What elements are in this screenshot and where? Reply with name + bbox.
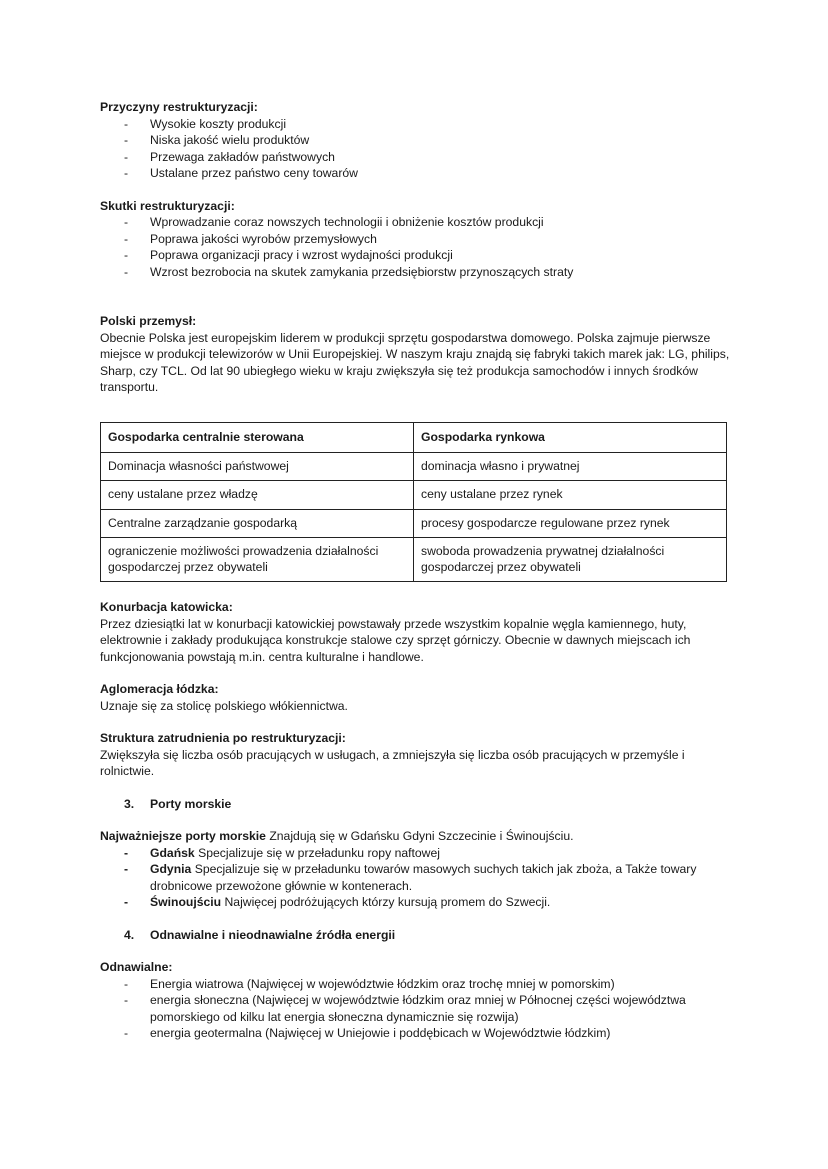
table-row xyxy=(101,481,727,510)
section-3-heading xyxy=(100,796,730,813)
table-cell: ceny ustalane przez władzę xyxy=(101,481,414,510)
list-item: - Energia wiatrowa (Najwięcej w województwie łódzkim oraz trochę mniej w pomorskim) xyxy=(100,976,730,993)
ports-lead xyxy=(100,828,730,845)
table-cell: ograniczenie możliwości prowadzenia działalności gospodarczej przez obywateli xyxy=(101,538,414,582)
list-item: - energia geotermalna (Najwięcej w Uniejowie i poddębicach w Województwie łódzkim) xyxy=(100,1025,730,1042)
polish-industry-text: Obecnie Polska jest europejskim liderem w produkcji sprzętu gospodarstwa domowego. Polska zajmuje pierwsze miejsce w produkcji telewizorów w Unii Europejskiej. W naszym kraju znajdą się fabryki takich marek jak: LG, philips, Sharp, czy TCL. Od lat 90 ubiegłego wieku w kraju zwiększyła się też produkcja samochodów i innych środków transportu. xyxy=(100,330,730,394)
causes-heading: Przyczyny restrukturyzacji: xyxy=(100,100,258,114)
port-desc: Specjalizuje się w przeładunku ropy naftowej xyxy=(194,845,440,860)
renewable-list xyxy=(100,976,730,1042)
table-cell: Dominacja własności państwowej xyxy=(101,452,414,481)
table-cell: procesy gospodarcze regulowane przez rynek xyxy=(414,509,727,538)
list-item: - Ustalane przez państwo ceny towarów xyxy=(100,165,730,182)
port-name: Świnoujściu xyxy=(150,895,222,909)
list-item: - Wzrost bezrobocia na skutek zamykania przedsiębiorstw przynoszących straty xyxy=(100,264,730,281)
table-row xyxy=(101,509,727,538)
list-item xyxy=(100,861,730,894)
list-item: - energia słoneczna (Najwięcej w województwie łódzkim oraz mniej w Północnej części województwa pomorskiego od kilku lat energia słoneczna dynamicznie się rozwija) xyxy=(100,992,730,1025)
economy-comparison-table xyxy=(100,422,727,583)
causes-list xyxy=(100,116,730,182)
ports-list xyxy=(100,845,730,911)
ports-lead-text: Znajdują się w Gdańsku Gdyni Szczecinie i Świnoujściu. xyxy=(265,829,574,843)
section-number: 4. xyxy=(124,927,135,942)
employment-text: Zwiększyła się liczba osób pracujących w usługach, a zmniejszyła się liczba osób pracujących w przemyśle i rolnictwie. xyxy=(100,747,685,778)
section-4-heading xyxy=(100,927,730,944)
port-name: Gdynia xyxy=(150,862,192,876)
table-cell: dominacja własno i prywatnej xyxy=(414,452,727,481)
table-header: Gospodarka centralnie sterowana xyxy=(101,422,414,452)
renewable-heading: Odnawialne: xyxy=(100,960,173,974)
polish-industry-heading: Polski przemysł: xyxy=(100,314,197,328)
employment-heading: Struktura zatrudnienia po restrukturyzacji: xyxy=(100,731,346,745)
katowice-text: Przez dziesiątki lat w konurbacji katowickiej powstawały przede wszystkim kopalnie węgla kamiennego, huty, elektrownie i zakłady produkująca konstrukcje stalowe czy sprzęt górniczy. Obecnie w dawnych miejscach ich funkcjonowania powstają m.in. centra kulturalne i handlowe. xyxy=(100,616,691,664)
port-desc: Najwięcej podróżujących którzy kursują promem do Szwecji. xyxy=(221,895,551,909)
table-row xyxy=(101,538,727,582)
list-item: - Przewaga zakładów państwowych xyxy=(100,149,730,166)
section-number: 3. xyxy=(124,796,135,811)
lodz-heading: Aglomeracja łódzka: xyxy=(100,682,219,696)
effects-heading: Skutki restrukturyzacji: xyxy=(100,198,235,213)
effects-list xyxy=(100,214,730,280)
table-cell: swoboda prowadzenia prywatnej działalności gospodarczej przez obywateli xyxy=(414,538,727,582)
list-item: - Poprawa organizacji pracy i wzrost wydajności produkcji xyxy=(100,247,730,264)
section-title: Odnawialne i nieodnawialne źródła energii xyxy=(150,927,396,942)
katowice-heading: Konurbacja katowicka: xyxy=(100,600,233,614)
port-name: Gdańsk xyxy=(150,845,195,860)
table-row xyxy=(101,452,727,481)
ports-lead-bold: Najważniejsze porty morskie xyxy=(100,829,266,843)
list-item: - Wysokie koszty produkcji xyxy=(100,116,730,133)
lodz-text: Uznaje się za stolicę polskiego włókiennictwa. xyxy=(100,698,348,713)
section-title: Porty morskie xyxy=(150,796,232,811)
table-cell: ceny ustalane przez rynek xyxy=(414,481,727,510)
list-item: - Wprowadzanie coraz nowszych technologii i obniżenie kosztów produkcji xyxy=(100,214,730,231)
port-desc: Specjalizuje się w przeładunku towarów masowych suchych takich jak zboża, a Także towary drobnicowe przewożone głównie w kontenerach. xyxy=(150,862,697,893)
list-item xyxy=(100,845,730,862)
table-header: Gospodarka rynkowa xyxy=(414,422,727,452)
table-header-row xyxy=(101,422,727,452)
list-item: - Poprawa jakości wyrobów przemysłowych xyxy=(100,231,730,248)
document-page xyxy=(100,99,730,1042)
list-item: - Niska jakość wielu produktów xyxy=(100,132,730,149)
list-item xyxy=(100,894,730,911)
table-cell: Centralne zarządzanie gospodarką xyxy=(101,509,414,538)
